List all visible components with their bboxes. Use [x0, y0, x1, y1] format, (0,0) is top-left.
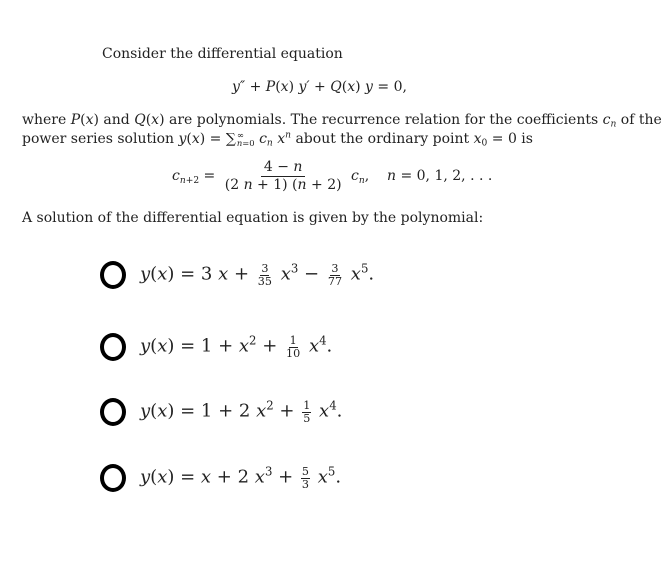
- option-4-label: y(x) = x + 2 $x^3$ + $\frac{5}{3}$ $x^5$.: [140, 464, 342, 491]
- recurrence-relation: $c_{n+2}$ = $\frac{4 - n}{(2 n + 1) (n + 2)}$ $c_n$, n = 0, 1, 2, . . .: [172, 159, 493, 193]
- option-2[interactable]: [100, 332, 332, 362]
- option-1[interactable]: [100, 260, 374, 290]
- radio-button-icon[interactable]: [100, 464, 126, 492]
- recurrence-intro-line1: where P(x) and Q(x) are polynomials. The recurrence relation for the coefficients $c_n$ of the: [22, 112, 662, 130]
- radio-button-icon[interactable]: [100, 398, 126, 426]
- radio-button-icon[interactable]: [100, 333, 126, 361]
- option-3[interactable]: [100, 397, 342, 427]
- radio-button-icon[interactable]: [100, 261, 126, 289]
- recurrence-intro-line2: power series solution y(x) = ∑ ∞ n=0 $c_n$ $x^n$ about the ordinary point $x_0 = 0$ is: [22, 129, 533, 149]
- ode-equation: y″ + P(x) y′ + Q(x) y = 0,: [232, 79, 407, 95]
- intro-text: Consider the differential equation: [102, 46, 343, 62]
- option-4[interactable]: [100, 463, 341, 493]
- prompt-text: A solution of the differential equation is given by the polynomial:: [22, 210, 484, 226]
- option-2-label: $y(x) = 1 + x^2$ + $\frac{1}{10}$ $x^4$.: [140, 333, 333, 360]
- option-1-label: y(x) = 3 x + $\frac{3}{35}$ $x^3$ − $\frac{3}{77}$ $x^5$.: [140, 261, 375, 288]
- option-3-label: y(x) = 1 + 2 $x^2$ + $\frac{1}{5}$ $x^4$.: [140, 398, 343, 425]
